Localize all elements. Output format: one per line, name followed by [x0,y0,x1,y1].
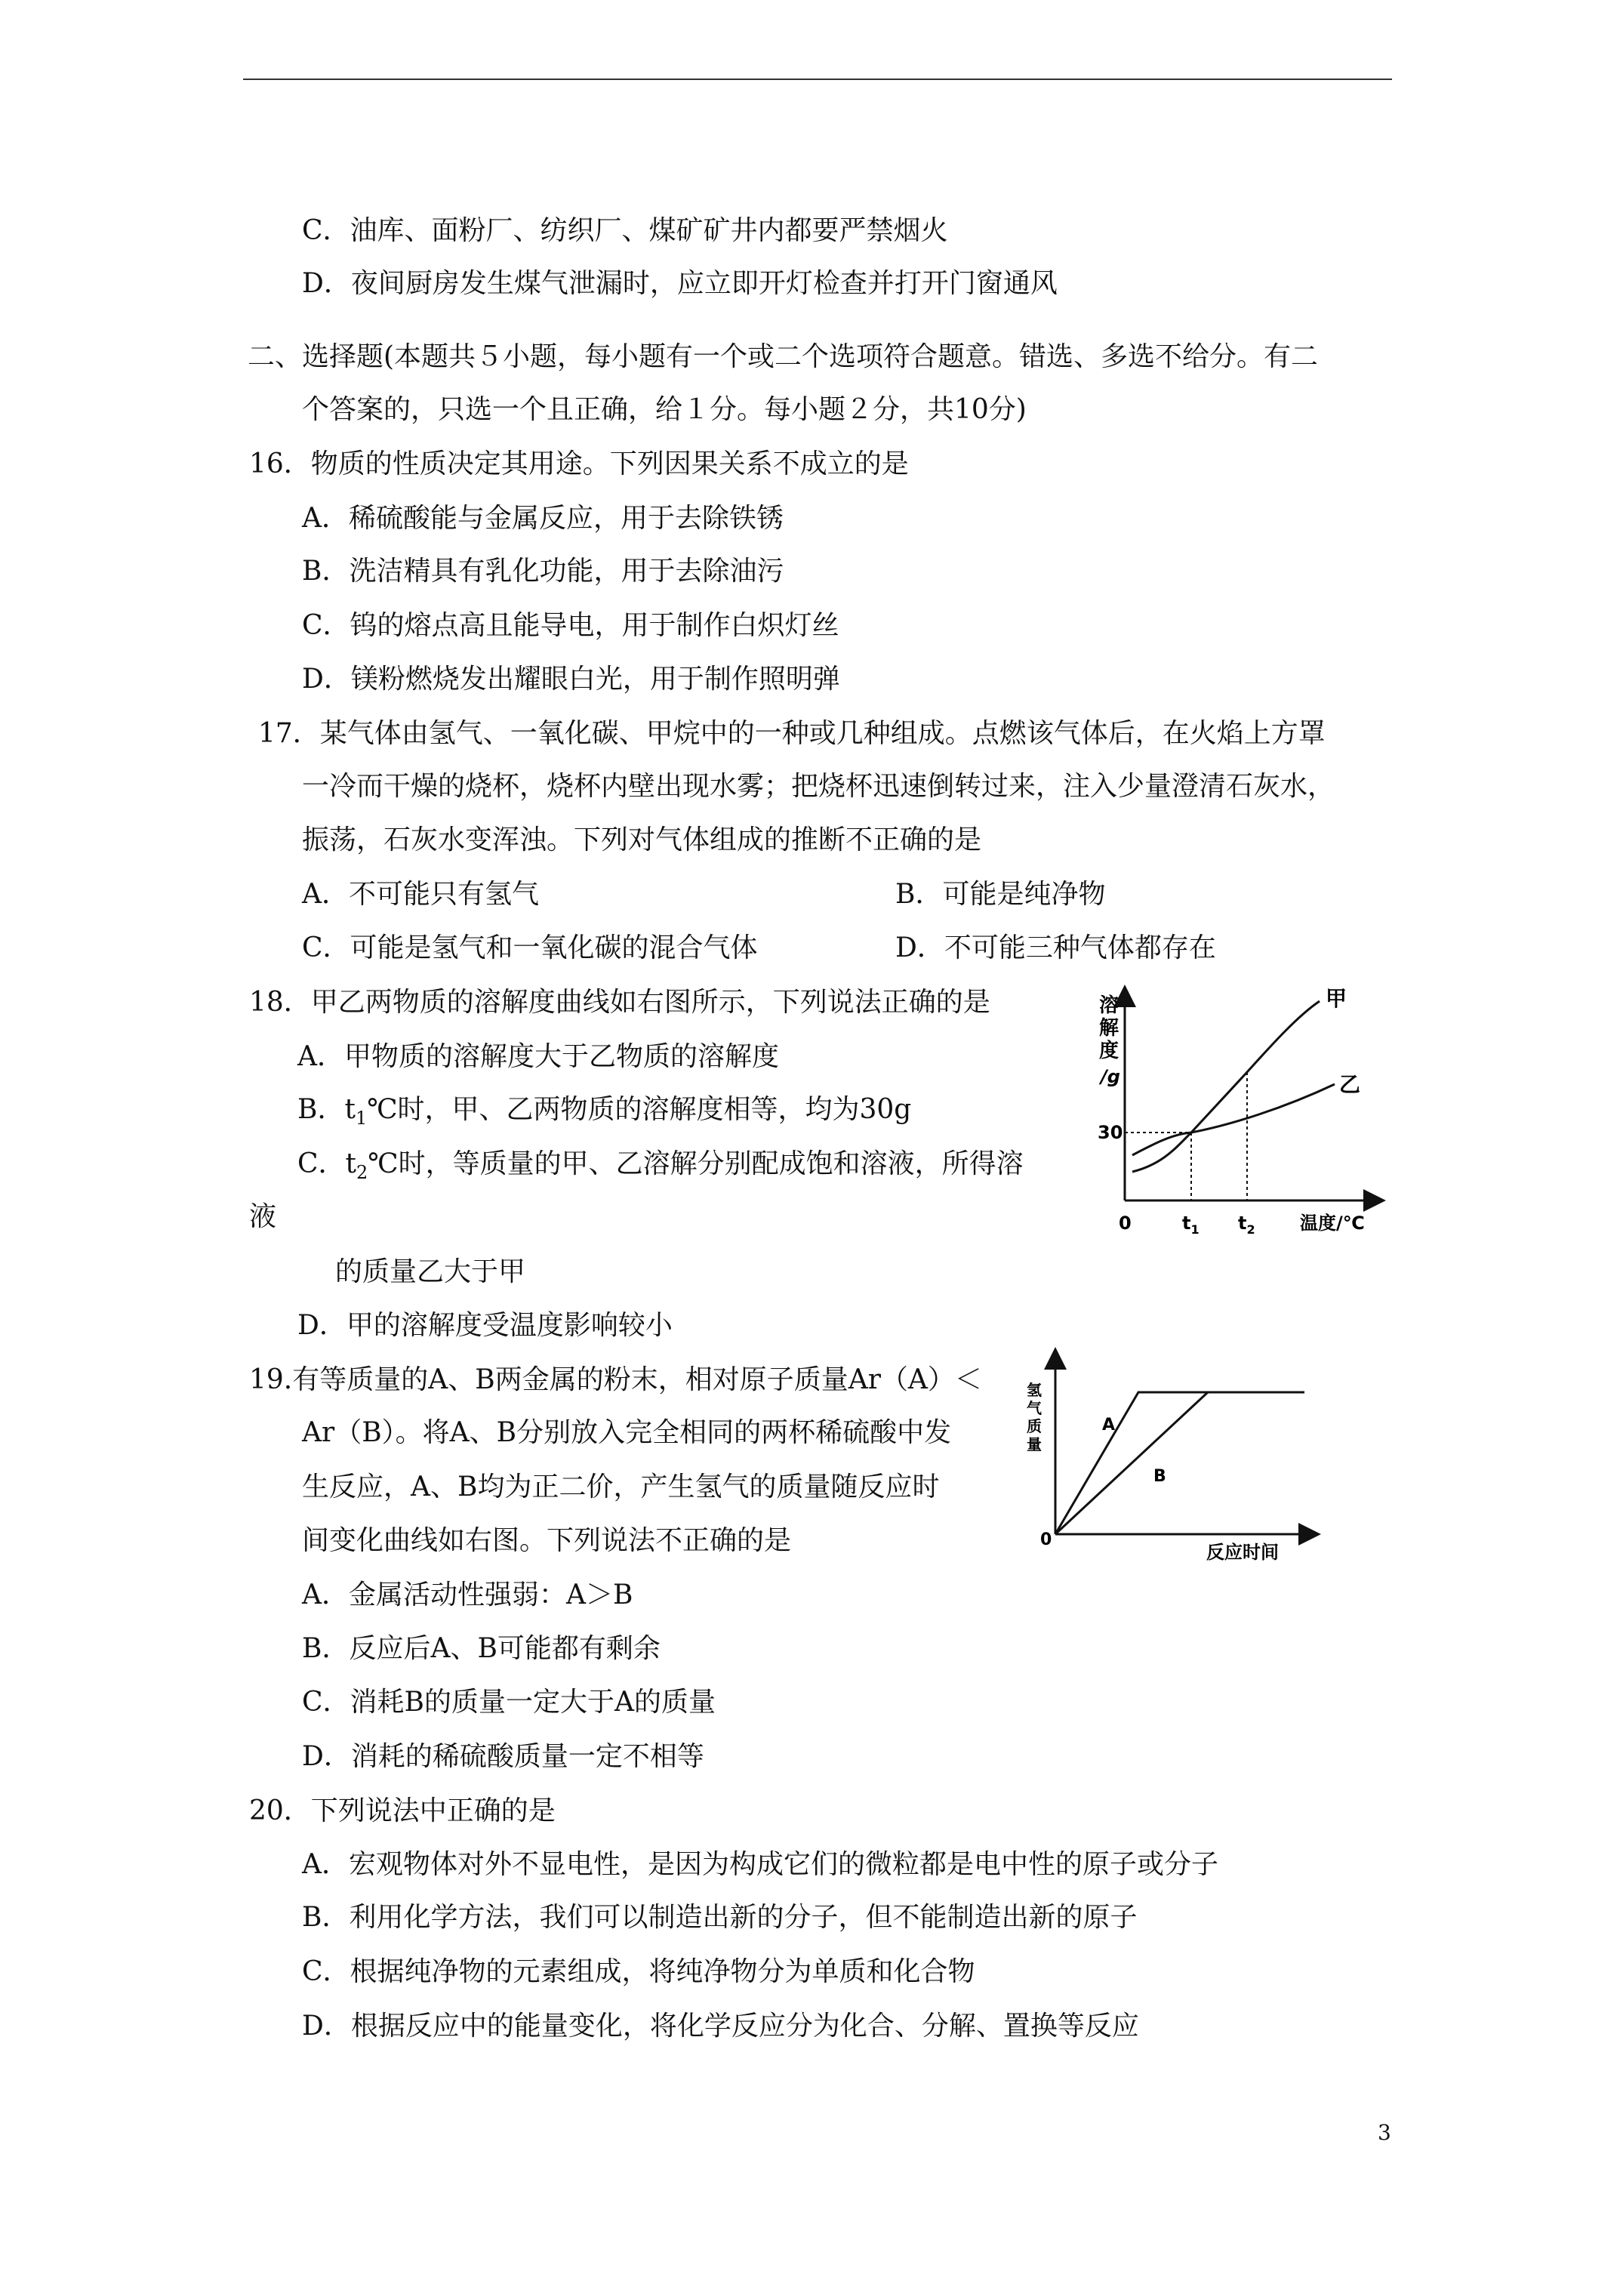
q20-option-c: C．根据纯净物的元素组成，将纯净物分为单质和化合物 [302,1956,975,1987]
section2-instruction-line2: 个答案的，只选一个且正确，给１分。每小题２分，共10分) [302,394,1027,425]
q18-origin: 0 [1119,1213,1132,1234]
q19-label-a: A [1102,1416,1116,1435]
q16-option-c: C．钨的熔点高且能导电，用于制作白炽灯丝 [302,610,839,641]
q18-option-c-continued: 的质量乙大于甲 [335,1256,526,1287]
q18-x-label: 温度/℃ [1300,1213,1365,1234]
q17-stem-line2: 一冷而干燥的烧杯，烧杯内壁出现水雾；把烧杯迅速倒转过来，注入少量澄清石灰水， [302,771,1335,802]
q19-stem-line4: 间变化曲线如右图。下列说法不正确的是 [302,1525,792,1556]
q18-solubility-figure [1079,974,1397,1238]
q19-option-c: C．消耗B的质量一定大于A的质量 [302,1687,716,1718]
q19-label-b: B [1153,1467,1166,1486]
q18-y-label-4: /g [1101,1066,1120,1087]
q20-option-b: B．利用化学方法，我们可以制造出新的分子，但不能制造出新的原子 [302,1902,1138,1933]
q18-label-yi: 乙 [1339,1072,1361,1097]
q19-y-label-4: 量 [1027,1435,1042,1453]
q19-line-a [1055,1392,1304,1534]
q19-hydrogen-figure [1018,1344,1335,1570]
page-number: 3 [1378,2120,1391,2145]
q19-option-a: A．金属活动性强弱：A＞B [302,1579,633,1610]
header-rule [243,79,1392,80]
q19-stem-line3: 生反应，A、B均为正二价，产生氢气的质量随反应时 [302,1472,940,1502]
q17-stem-line1: 17．某气体由氢气、一氧化碳、甲烷中的一种或几种组成。点燃该气体后，在火焰上方罩 [258,718,1326,749]
q19-y-label-1: 氢 [1027,1381,1042,1399]
q18-option-c-wrap: 液 [249,1201,277,1232]
q19-option-b: B．反应后A、B可能都有剩余 [302,1633,661,1664]
q18-label-jia: 甲 [1326,986,1347,1011]
q18-option-b: B．$t_1℃$时，甲、乙两物质的溶解度相等，均为30g [297,1094,912,1130]
q19-option-d: D．消耗的稀硫酸质量一定不相等 [302,1741,704,1772]
q16-option-a: A．稀硫酸能与金属反应，用于去除铁锈 [302,503,784,534]
q20-option-d: D．根据反应中的能量变化，将化学反应分为化合、分解、置换等反应 [302,2011,1139,2042]
q17-option-c: C．可能是氢气和一氧化碳的混合气体 [302,932,758,963]
q19-stem-line1: 19.有等质量的A、B两金属的粉末，相对原子质量Ar（A）＜ [249,1364,982,1395]
q16-option-b: B．洗洁精具有乳化功能，用于去除油污 [302,556,784,587]
q18-t1-label: $t_1$ [1182,1213,1200,1237]
q18-option-c: C．$t_2℃$时，等质量的甲、乙溶解分别配成饱和溶液，所得溶 [297,1148,1024,1184]
q19-y-label-2: 气 [1027,1399,1042,1417]
q18-t2-label: $t_2$ [1238,1213,1255,1237]
q20-option-a: A．宏观物体对外不显电性，是因为构成它们的微粒都是电中性的原子或分子 [302,1849,1218,1880]
q17-option-d: D．不可能三种气体都存在 [895,932,1216,963]
q17-option-b: B．可能是纯净物 [895,879,1106,910]
q18-stem: 18．甲乙两物质的溶解度曲线如右图所示，下列说法正确的是 [249,987,990,1018]
q19-stem-line2: Ar（B）。将A、B分别放入完全相同的两杯稀硫酸中发 [302,1417,952,1448]
q18-option-d: D．甲的溶解度受温度影响较小 [297,1310,673,1341]
q20-stem: 20．下列说法中正确的是 [249,1795,556,1826]
q15-option-d: D．夜间厨房发生煤气泄漏时，应立即开灯检查并打开门窗通风 [302,268,1058,299]
q18-y-label-2: 解 [1099,1017,1119,1040]
q17-stem-line3: 振荡，石灰水变浑浊。下列对气体组成的推断不正确的是 [302,824,982,855]
q19-x-label: 反应时间 [1206,1542,1279,1563]
q18-y-label-3: 度 [1099,1040,1119,1062]
q15-option-c: C．油库、面粉厂、纺织厂、煤矿矿井内都要严禁烟火 [302,215,948,246]
q17-option-a: A．不可能只有氢气 [302,879,539,910]
q18-y-tick-30: 30 [1098,1122,1123,1143]
q16-option-d: D．镁粉燃烧发出耀眼白光，用于制作照明弹 [302,664,840,695]
q16-stem: 16．物质的性质决定其用途。下列因果关系不成立的是 [249,448,909,479]
q19-origin: 0 [1040,1530,1052,1549]
q18-y-label-1: 溶 [1099,994,1119,1017]
q19-y-label-3: 质 [1027,1417,1042,1435]
q18-curve-jia [1132,1001,1320,1172]
q19-line-b [1055,1392,1208,1534]
q18-option-a: A．甲物质的溶解度大于乙物质的溶解度 [297,1041,779,1072]
section2-instruction-line1: 二、选择题(本题共５小题，每小题有一个或二个选项符合题意。错选、多选不给分。有二 [248,341,1319,372]
q18-curve-yi [1132,1084,1335,1155]
